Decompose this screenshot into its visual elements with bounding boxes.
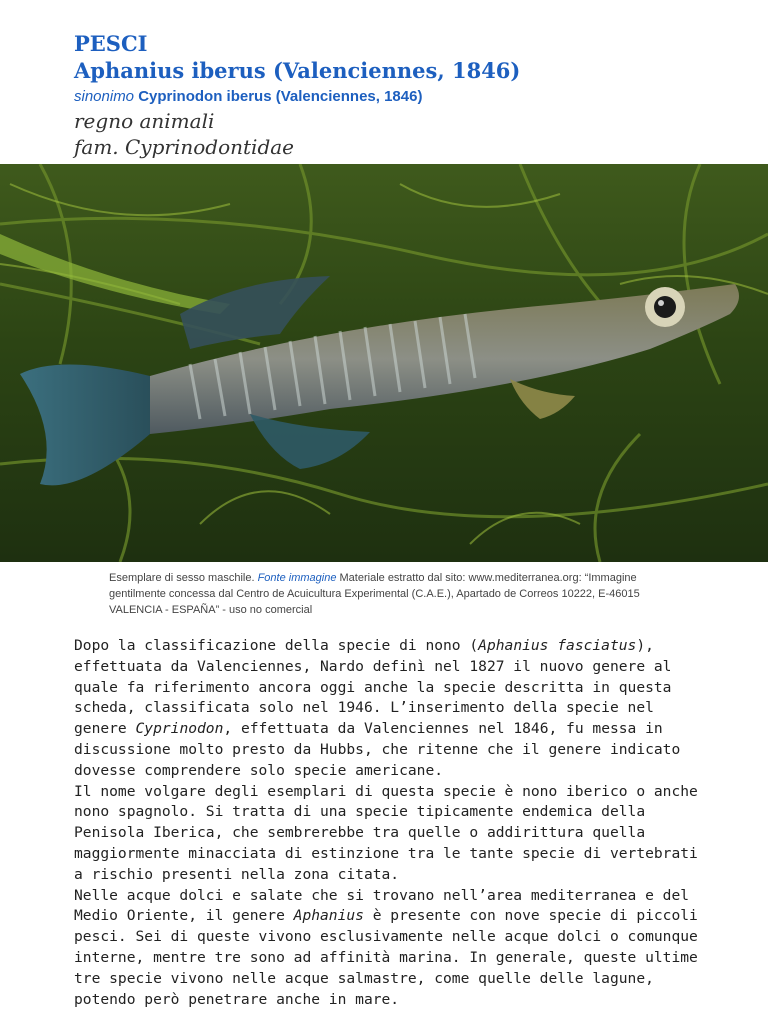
fish-illustration [0,164,768,562]
p1-part-c: , effettuata da Valenciennes nel 1846, fu messa in discussione molto presto da Hubbs, che ritenne che il genere indicato dovesse comprendere solo specie americane. [74,720,681,779]
paragraph-2: Il nome volgare degli esemplari di questa specie è nono iberico o anche nono spagnolo. Si tratta di una specie tipicamente endemica della Penisola Iberica, che sembrerebbe tra quelle o addirittura quella maggiormente minacciata di estinzione tra le tante specie di vertebrati a rischio presenti nella zona citata. [74,782,698,883]
caption-text: Materiale estratto dal sito: www.mediterranea.org: “Immagine gentilmente concessa dal Centro de Acuicultura Experimental (C.A.E.), Apartado de Correos 10222, E-46015 VALENCIA - ESPAÑA” - uso no comercial [109,572,640,616]
synonym-line [74,86,734,108]
kingdom-label: regno animali [74,109,215,133]
paragraph-1 [74,636,714,782]
article-body [74,636,714,1010]
p1-species-name: Aphanius fasciatus [478,637,637,654]
p3-part-b: è presente con nove specie di piccoli pesci. Sei di queste vivono esclusivamente nelle acque dolci o comunque interne, mentre tre sono ad affinità marina. In generale, queste ultime tre specie vivono nelle acque salmastre, come quelle delle lagune, potendo però penetrare anche in mare. [74,907,698,1008]
category-title: PESCI [74,31,148,56]
photo-caption [109,570,689,618]
p3-part-a: Nelle acque dolci e salate che si trovano nell’area mediterranea e del Medio Oriente, il genere [74,886,690,925]
paragraph-3 [74,886,714,1010]
species-title: Aphanius iberus (Valenciennes, 1846) [74,58,521,83]
image-source-link[interactable]: Fonte immagine [257,572,337,584]
p1-genus-name: Cyprinodon [135,720,224,738]
synonym-name: Cyprinodon iberus (Valenciennes, 1846) [138,88,423,105]
p3-genus-name: Aphanius [293,907,364,925]
fish-photo [0,164,768,562]
caption-lead: Esemplare di sesso maschile. [109,572,255,584]
synonym-label: sinonimo [74,88,135,105]
p1-part-b: ), effettuata da Valenciennes, Nardo definì nel 1827 il nuovo genere al quale fa riferimento ancora oggi anche la specie descritta in questa scheda, classificata solo nel 1946. L’inserimento della specie nel genere [74,637,672,738]
header [74,30,734,160]
p1-part-a: Dopo la classificazione della specie di nono ( [74,637,479,654]
family-label: fam. Cyprinodontidae [74,135,295,159]
